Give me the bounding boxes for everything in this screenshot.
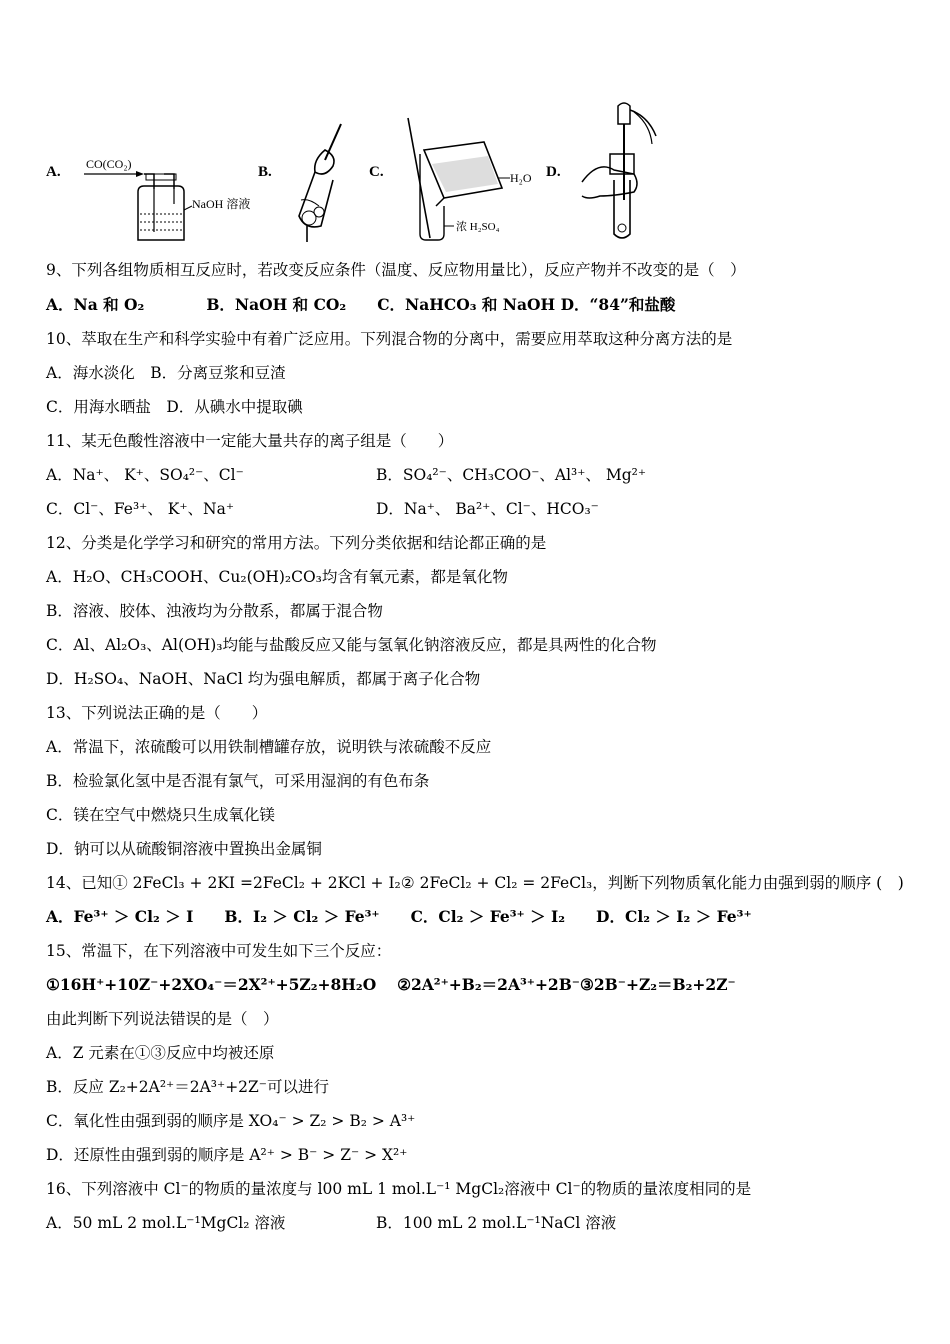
q15-option-d: D．还原性由强到弱的顺序是 A²⁺ > B⁻ > Z⁻ > X²⁺ (46, 1146, 408, 1164)
q12-option-a: A．H₂O、CH₃COOH、Cu₂(OH)₂CO₃均含有氧元素，都是氧化物 (46, 568, 508, 586)
q14-stem: 14、已知① 2FeCl₃ + 2KI =2FeCl₂ + 2KCl + I₂② 2FeCl₂ + Cl₂ = 2FeCl₃，判断下列物质氧化能力由强到弱的顺序 ( ) (46, 874, 904, 892)
naoh-solution-label: NaOH 溶液 (192, 197, 251, 211)
q13-option-b: B．检验氯化氢中是否混有氯气，可采用湿润的有色布条 (46, 772, 430, 790)
q13-option-a: A．常温下，浓硫酸可以用铁制槽罐存放，说明铁与浓硫酸不反应 (46, 738, 492, 756)
q14-options: A．Fe³⁺ ＞ Cl₂ ＞ I B．I₂ ＞ Cl₂ ＞ Fe³⁺ C．Cl₂ ＞ Fe³⁺ ＞ I₂ D．Cl₂ ＞ I₂ ＞ Fe³⁺ (46, 907, 752, 926)
q13-stem: 13、下列说法正确的是（ ） (46, 704, 268, 722)
q15-reactions: ①16H⁺+10Z⁻+2XO₄⁻＝2X²⁺+5Z₂+8H₂O ②2A²⁺+B₂＝2A³⁺+2B⁻③2B⁻+Z₂＝B₂+2Z⁻ (46, 975, 736, 994)
q16-option-b: B．100 mL 2 mol.L⁻¹NaCl 溶液 (376, 1214, 617, 1232)
conc-acid-label: 浓 H₂SO₄ (456, 221, 500, 233)
q11-option-b: B．SO₄²⁻、CH₃COO⁻、Al³⁺、 Mg²⁺ (376, 466, 647, 484)
q11-option-d: D．Na⁺、 Ba²⁺、Cl⁻、HCO₃⁻ (376, 500, 599, 518)
q15-option-b: B．反应 Z₂+2A²⁺＝2A³⁺+2Z⁻可以进行 (46, 1078, 329, 1096)
q15-option-c: C．氧化性由强到弱的顺序是 XO₄⁻ > Z₂ > B₂ > A³⁺ (46, 1112, 416, 1130)
figure-option-d-label: D. (546, 164, 561, 180)
test-tube-dropper-diagram (574, 100, 684, 245)
q9-stem: 9、下列各组物质相互反应时，若改变反应条件（温度、反应物用量比），反应产物并不改变的是（ ） (46, 261, 746, 279)
q13-option-c: C．镁在空气中燃烧只生成氧化镁 (46, 806, 275, 824)
q11-row2 (46, 499, 906, 519)
gas-washing-bottle-diagram (76, 144, 251, 244)
q10-options-ab: A．海水淡化 B．分离豆浆和豆渣 (46, 364, 286, 382)
q16-row1 (46, 1213, 906, 1233)
q16-option-a: A．50 mL 2 mol.L⁻¹MgCl₂ 溶液 (46, 1214, 286, 1232)
q12-stem: 12、分类是化学学习和研究的常用方法。下列分类依据和结论都正确的是 (46, 534, 547, 552)
figure-option-b-label: B. (258, 164, 272, 180)
q11-option-a: A．Na⁺、 K⁺、SO₄²⁻、Cl⁻ (46, 466, 244, 484)
figure-option-a-label: A. (46, 164, 61, 180)
hand-shaking-funnel-diagram (285, 120, 355, 245)
q11-row1 (46, 465, 906, 485)
q11-option-c: C．Cl⁻、Fe³⁺、 K⁺、Na⁺ (46, 500, 235, 518)
q12-option-d: D．H₂SO₄、NaOH、NaCl 均为强电解质，都属于离子化合物 (46, 670, 481, 688)
q9-options: A．Na 和 O₂ B．NaOH 和 CO₂ C．NaHCO₃ 和 NaOH D．“84”和盐酸 (46, 295, 676, 314)
water-label: H₂O (510, 171, 532, 185)
gas-label: CO(CO₂) (86, 157, 132, 171)
q12-option-c: C．Al、Al₂O₃、Al(OH)₃均能与盐酸反应又能与氢氧化钠溶液反应，都是具两性的化合物 (46, 636, 657, 654)
dilution-beaker-diagram (398, 114, 543, 244)
q10-stem: 10、萃取在生产和科学实验中有着广泛应用。下列混合物的分离中，需要应用萃取这种分离方法的是 (46, 330, 733, 348)
q15-question: 由此判断下列说法错误的是（ ） (46, 1010, 279, 1028)
q15-option-a: A．Z 元素在①③反应中均被还原 (46, 1044, 275, 1062)
q12-option-b: B．溶液、胶体、浊液均为分散系，都属于混合物 (46, 602, 383, 620)
figure-option-c-label: C. (369, 164, 384, 180)
q15-stem: 15、常温下，在下列溶液中可发生如下三个反应： (46, 942, 392, 960)
apparatus-figure-row (0, 100, 950, 248)
q10-options-cd: C．用海水晒盐 D．从碘水中提取碘 (46, 398, 303, 416)
q11-stem: 11、某无色酸性溶液中一定能大量共存的离子组是（ ） (46, 432, 454, 450)
q16-stem: 16、下列溶液中 Cl⁻的物质的量浓度与 l00 mL 1 mol.L⁻¹ MgCl₂溶液中 Cl⁻的物质的量浓度相同的是 (46, 1180, 752, 1198)
q13-option-d: D．钠可以从硫酸铜溶液中置换出金属铜 (46, 840, 322, 858)
